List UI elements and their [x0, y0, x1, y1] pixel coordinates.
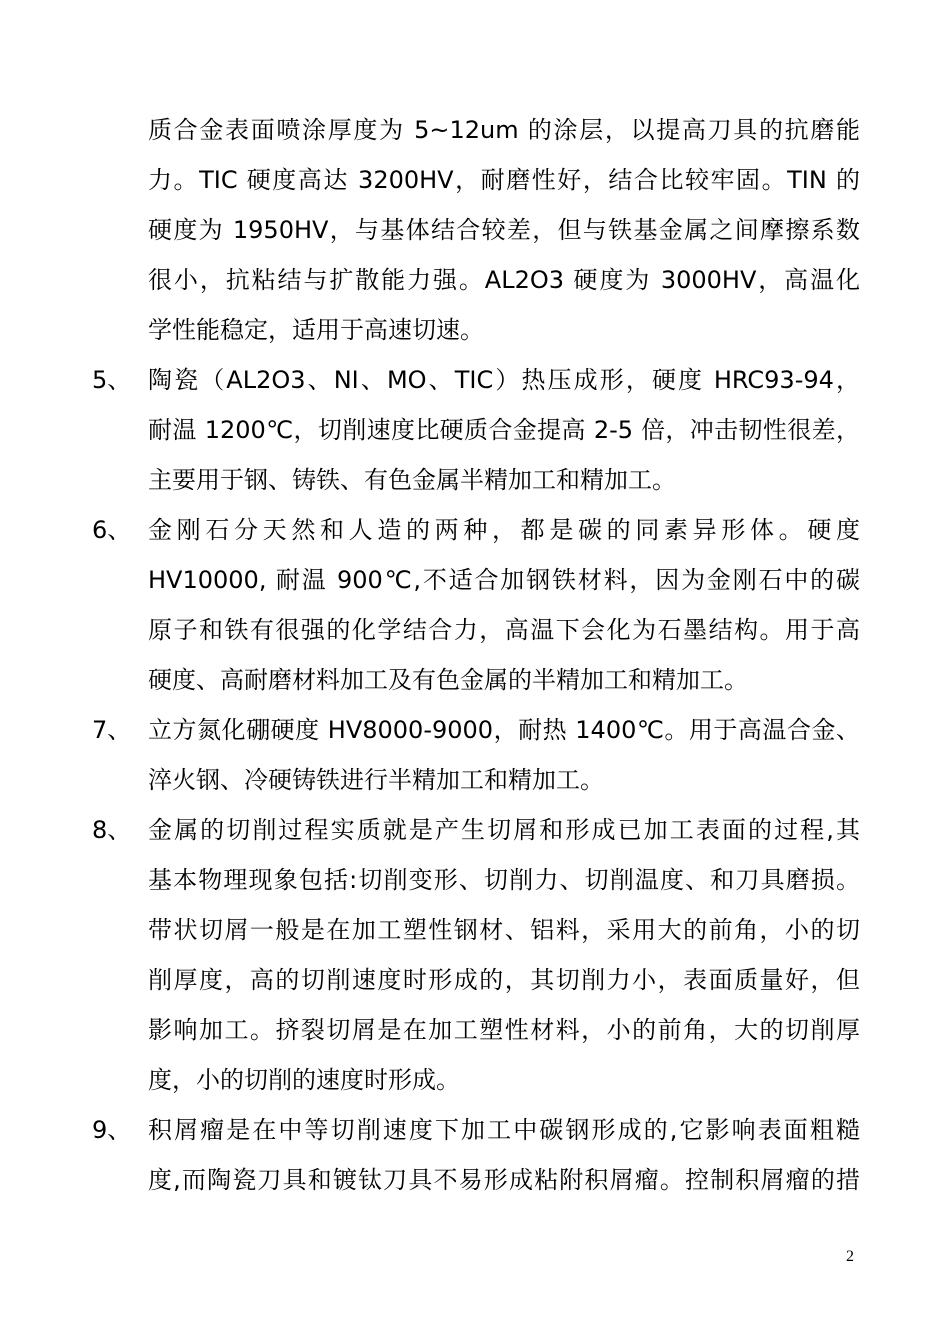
text-line [0, 405, 950, 455]
line-text: 原子和铁有很强的化学结合力，高温下会化为石墨结构。用于高 [148, 616, 860, 644]
text-line [0, 1155, 950, 1205]
text-line [0, 855, 950, 905]
line-text: 金刚石分天然和人造的两种，都是碳的同素异形体。硬度 [148, 516, 860, 544]
text-line [0, 105, 950, 155]
text-line [0, 705, 950, 755]
text-line [0, 905, 950, 955]
line-text: 积屑瘤是在中等切削速度下加工中碳钢形成的,它影响表面粗糙 [148, 1116, 860, 1144]
line-text: 立方氮化硼硬度 HV8000-9000，耐热 1400℃。用于高温合金、 [148, 716, 860, 744]
text-line [0, 955, 950, 1005]
line-text: HV10000, 耐温 900℃,不适合加钢铁材料，因为金刚石中的碳 [148, 566, 860, 594]
line-text: 基本物理现象包括:切削变形、切削力、切削温度、和刀具磨损。 [148, 866, 860, 894]
page-number: 2 [846, 1248, 854, 1265]
item-number: 9、 [92, 1116, 132, 1144]
line-text: 力。TIC 硬度高达 3200HV，耐磨性好，结合比较牢固。TIN 的 [148, 166, 860, 194]
line-text: 金属的切削过程实质就是产生切屑和形成已加工表面的过程,其 [148, 816, 860, 844]
line-text: 带状切屑一般是在加工塑性钢材、铝料，采用大的前角，小的切 [148, 916, 860, 944]
text-line [0, 1105, 950, 1155]
line-text: 削厚度，高的切削速度时形成的，其切削力小，表面质量好，但 [148, 966, 860, 994]
item-number: 7、 [92, 716, 132, 744]
document-body [0, 105, 950, 1205]
item-number: 6、 [92, 516, 132, 544]
text-line [0, 1005, 950, 1055]
line-text: 陶瓷（AL2O3、NI、MO、TIC）热压成形，硬度 HRC93-94， [148, 366, 860, 394]
line-text: 耐温 1200℃，切削速度比硬质合金提高 2-5 倍，冲击韧性很差， [148, 416, 860, 444]
line-text: 学性能稳定，适用于高速切速。 [148, 316, 484, 344]
text-line [0, 805, 950, 855]
text-line [0, 255, 950, 305]
line-text: 主要用于钢、铸铁、有色金属半精加工和精加工。 [148, 466, 676, 494]
text-line [0, 605, 950, 655]
line-text: 硬度为 1950HV，与基体结合较差，但与铁基金属之间摩擦系数 [148, 216, 860, 244]
text-line [0, 205, 950, 255]
text-line [0, 755, 950, 805]
line-text: 度,而陶瓷刀具和镀钛刀具不易形成粘附积屑瘤。控制积屑瘤的措 [148, 1166, 860, 1194]
item-number: 5、 [92, 366, 132, 394]
text-line [0, 505, 950, 555]
text-line [0, 555, 950, 605]
text-line [0, 355, 950, 405]
line-text: 硬度、高耐磨材料加工及有色金属的半精加工和精加工。 [148, 666, 748, 694]
text-line [0, 655, 950, 705]
line-text: 质合金表面喷涂厚度为 5~12um 的涂层，以提高刀具的抗磨能 [148, 116, 860, 144]
text-line [0, 1055, 950, 1105]
text-line [0, 305, 950, 355]
line-text: 很小，抗粘结与扩散能力强。AL2O3 硬度为 3000HV，高温化 [148, 266, 860, 294]
line-text: 度，小的切削的速度时形成。 [148, 1066, 460, 1094]
text-line [0, 155, 950, 205]
line-text: 影响加工。挤裂切屑是在加工塑性材料，小的前角，大的切削厚 [148, 1016, 860, 1044]
item-number: 8、 [92, 816, 132, 844]
line-text: 淬火钢、冷硬铸铁进行半精加工和精加工。 [148, 766, 604, 794]
text-line [0, 455, 950, 505]
